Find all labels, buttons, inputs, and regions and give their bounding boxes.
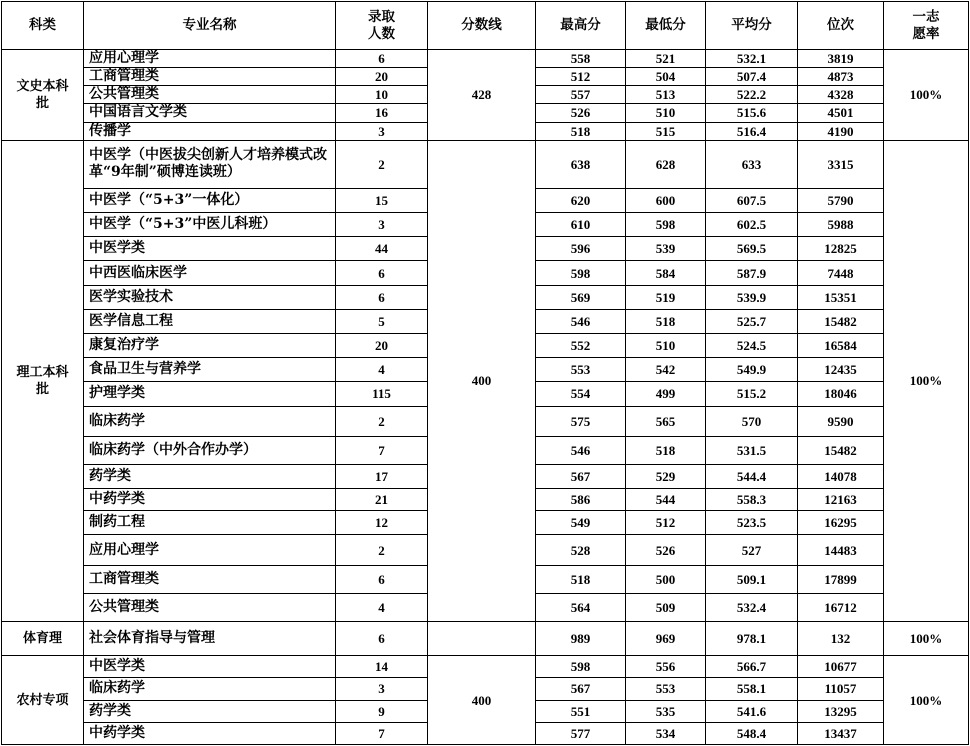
min-score-cell: 521 xyxy=(626,50,706,68)
rank-cell: 9590 xyxy=(798,406,884,436)
max-score-cell: 598 xyxy=(536,261,626,285)
count-cell: 21 xyxy=(336,489,428,511)
max-score-cell: 575 xyxy=(536,406,626,436)
count-cell: 20 xyxy=(336,68,428,86)
rank-cell: 13437 xyxy=(798,722,884,744)
rank-cell: 5790 xyxy=(798,188,884,212)
avg-score-cell: 558.3 xyxy=(706,489,798,511)
header-rate xyxy=(884,2,969,50)
major-cell: 制药工程 xyxy=(84,511,336,535)
major-cell: 中国语言文学类 xyxy=(84,104,336,122)
min-score-cell: 515 xyxy=(626,122,706,140)
count-cell: 6 xyxy=(336,621,428,655)
count-cell: 3 xyxy=(336,122,428,140)
min-score-cell: 556 xyxy=(626,656,706,678)
max-score-cell: 512 xyxy=(536,68,626,86)
avg-score-cell: 524.5 xyxy=(706,334,798,358)
major-cell: 中医学类 xyxy=(84,656,336,678)
table-row xyxy=(2,621,969,655)
avg-score-cell: 558.1 xyxy=(706,678,798,700)
first-choice-rate-cell: 100% xyxy=(884,621,969,655)
major-cell: 应用心理学 xyxy=(84,535,336,565)
min-score-cell: 969 xyxy=(626,621,706,655)
rank-cell: 4328 xyxy=(798,86,884,104)
cutoff-cell: 400 xyxy=(428,656,536,745)
major-cell: 康复治疗学 xyxy=(84,334,336,358)
max-score-cell: 620 xyxy=(536,188,626,212)
first-choice-rate-cell: 100% xyxy=(884,140,969,621)
count-cell: 2 xyxy=(336,406,428,436)
count-cell: 6 xyxy=(336,565,428,593)
major-cell: 中西医临床医学 xyxy=(84,261,336,285)
avg-score-cell: 516.4 xyxy=(706,122,798,140)
min-score-cell: 553 xyxy=(626,678,706,700)
min-score-cell: 628 xyxy=(626,140,706,188)
header-category: 科类 xyxy=(2,2,84,50)
avg-score-cell: 515.6 xyxy=(706,104,798,122)
rank-cell: 13295 xyxy=(798,700,884,722)
count-cell: 17 xyxy=(336,464,428,488)
count-cell: 12 xyxy=(336,511,428,535)
avg-score-cell: 541.6 xyxy=(706,700,798,722)
avg-score-cell: 507.4 xyxy=(706,68,798,86)
count-cell: 3 xyxy=(336,213,428,237)
min-score-cell: 500 xyxy=(626,565,706,593)
max-score-cell: 551 xyxy=(536,700,626,722)
avg-score-cell: 532.4 xyxy=(706,593,798,621)
count-cell: 7 xyxy=(336,722,428,744)
max-score-cell: 558 xyxy=(536,50,626,68)
max-score-cell: 989 xyxy=(536,621,626,655)
rank-cell: 16584 xyxy=(798,334,884,358)
max-score-cell: 598 xyxy=(536,656,626,678)
major-cell: 中药学类 xyxy=(84,722,336,744)
rank-cell: 15482 xyxy=(798,309,884,333)
rank-cell: 14078 xyxy=(798,464,884,488)
major-cell: 中医学（“5+3”一体化） xyxy=(84,188,336,212)
rank-cell: 4501 xyxy=(798,104,884,122)
table-row xyxy=(2,140,969,188)
max-score-cell: 552 xyxy=(536,334,626,358)
avg-score-cell: 549.9 xyxy=(706,358,798,382)
rank-cell: 11057 xyxy=(798,678,884,700)
count-cell: 3 xyxy=(336,678,428,700)
max-score-cell: 567 xyxy=(536,464,626,488)
max-score-cell: 567 xyxy=(536,678,626,700)
rank-cell: 4190 xyxy=(798,122,884,140)
avg-score-cell: 539.9 xyxy=(706,285,798,309)
max-score-cell: 564 xyxy=(536,593,626,621)
min-score-cell: 584 xyxy=(626,261,706,285)
max-score-cell: 610 xyxy=(536,213,626,237)
rank-cell: 3315 xyxy=(798,140,884,188)
header-min: 最低分 xyxy=(626,2,706,50)
category-cell: 体育理 xyxy=(2,621,84,655)
category-cell: 农村专项 xyxy=(2,656,84,745)
min-score-cell: 529 xyxy=(626,464,706,488)
major-cell: 中医学（“5+3”中医儿科班） xyxy=(84,213,336,237)
max-score-cell: 528 xyxy=(536,535,626,565)
min-score-cell: 565 xyxy=(626,406,706,436)
avg-score-cell: 532.1 xyxy=(706,50,798,68)
avg-score-cell: 569.5 xyxy=(706,237,798,261)
avg-score-cell: 527 xyxy=(706,535,798,565)
major-cell: 食品卫生与营养学 xyxy=(84,358,336,382)
rank-cell: 12163 xyxy=(798,489,884,511)
major-cell: 护理学类 xyxy=(84,382,336,406)
major-cell: 中药学类 xyxy=(84,489,336,511)
rank-cell: 12825 xyxy=(798,237,884,261)
min-score-cell: 539 xyxy=(626,237,706,261)
avg-score-cell: 570 xyxy=(706,406,798,436)
header-count-label: 录取人数 xyxy=(368,8,395,42)
major-cell: 公共管理类 xyxy=(84,86,336,104)
max-score-cell: 553 xyxy=(536,358,626,382)
max-score-cell: 518 xyxy=(536,122,626,140)
count-cell: 16 xyxy=(336,104,428,122)
min-score-cell: 600 xyxy=(626,188,706,212)
major-cell: 临床药学 xyxy=(84,678,336,700)
count-cell: 7 xyxy=(336,436,428,464)
major-cell: 工商管理类 xyxy=(84,68,336,86)
max-score-cell: 569 xyxy=(536,285,626,309)
major-cell: 公共管理类 xyxy=(84,593,336,621)
min-score-cell: 504 xyxy=(626,68,706,86)
count-cell: 5 xyxy=(336,309,428,333)
min-score-cell: 519 xyxy=(626,285,706,309)
count-cell: 6 xyxy=(336,50,428,68)
avg-score-cell: 587.9 xyxy=(706,261,798,285)
min-score-cell: 535 xyxy=(626,700,706,722)
avg-score-cell: 633 xyxy=(706,140,798,188)
max-score-cell: 557 xyxy=(536,86,626,104)
count-cell: 10 xyxy=(336,86,428,104)
first-choice-rate-cell: 100% xyxy=(884,50,969,141)
min-score-cell: 542 xyxy=(626,358,706,382)
count-cell: 6 xyxy=(336,285,428,309)
min-score-cell: 598 xyxy=(626,213,706,237)
rank-cell: 18046 xyxy=(798,382,884,406)
avg-score-cell: 602.5 xyxy=(706,213,798,237)
max-score-cell: 554 xyxy=(536,382,626,406)
major-cell: 传播学 xyxy=(84,122,336,140)
admission-table xyxy=(1,1,969,745)
avg-score-cell: 607.5 xyxy=(706,188,798,212)
header-major: 专业名称 xyxy=(84,2,336,50)
cutoff-cell: 400 xyxy=(428,140,536,621)
major-cell: 应用心理学 xyxy=(84,50,336,68)
category-cell: 理工本科批 xyxy=(2,140,84,621)
max-score-cell: 577 xyxy=(536,722,626,744)
max-score-cell: 546 xyxy=(536,309,626,333)
max-score-cell: 549 xyxy=(536,511,626,535)
count-cell: 6 xyxy=(336,261,428,285)
major-cell: 药学类 xyxy=(84,700,336,722)
min-score-cell: 518 xyxy=(626,436,706,464)
max-score-cell: 546 xyxy=(536,436,626,464)
rank-cell: 15351 xyxy=(798,285,884,309)
major-cell: 社会体育指导与管理 xyxy=(84,621,336,655)
header-cutoff: 分数线 xyxy=(428,2,536,50)
min-score-cell: 513 xyxy=(626,86,706,104)
min-score-cell: 509 xyxy=(626,593,706,621)
major-cell: 临床药学（中外合作办学） xyxy=(84,436,336,464)
count-cell: 2 xyxy=(336,140,428,188)
max-score-cell: 518 xyxy=(536,565,626,593)
header-avg: 平均分 xyxy=(706,2,798,50)
cutoff-cell xyxy=(428,621,536,655)
min-score-cell: 544 xyxy=(626,489,706,511)
major-cell: 临床药学 xyxy=(84,406,336,436)
min-score-cell: 534 xyxy=(626,722,706,744)
rank-cell: 5988 xyxy=(798,213,884,237)
count-cell: 115 xyxy=(336,382,428,406)
rank-cell: 7448 xyxy=(798,261,884,285)
avg-score-cell: 525.7 xyxy=(706,309,798,333)
rank-cell: 17899 xyxy=(798,565,884,593)
min-score-cell: 499 xyxy=(626,382,706,406)
avg-score-cell: 566.7 xyxy=(706,656,798,678)
max-score-cell: 596 xyxy=(536,237,626,261)
category-cell: 文史本科批 xyxy=(2,50,84,141)
header-count xyxy=(336,2,428,50)
avg-score-cell: 548.4 xyxy=(706,722,798,744)
cutoff-cell: 428 xyxy=(428,50,536,141)
avg-score-cell: 544.4 xyxy=(706,464,798,488)
rank-cell: 132 xyxy=(798,621,884,655)
header-rank: 位次 xyxy=(798,2,884,50)
min-score-cell: 512 xyxy=(626,511,706,535)
major-cell: 中医学类 xyxy=(84,237,336,261)
major-cell: 药学类 xyxy=(84,464,336,488)
avg-score-cell: 515.2 xyxy=(706,382,798,406)
header-row xyxy=(2,2,969,50)
count-cell: 44 xyxy=(336,237,428,261)
avg-score-cell: 522.2 xyxy=(706,86,798,104)
avg-score-cell: 978.1 xyxy=(706,621,798,655)
rank-cell: 4873 xyxy=(798,68,884,86)
header-max: 最高分 xyxy=(536,2,626,50)
count-cell: 14 xyxy=(336,656,428,678)
count-cell: 2 xyxy=(336,535,428,565)
rank-cell: 3819 xyxy=(798,50,884,68)
count-cell: 9 xyxy=(336,700,428,722)
count-cell: 4 xyxy=(336,593,428,621)
avg-score-cell: 509.1 xyxy=(706,565,798,593)
major-cell: 中医学（中医拔尖创新人才培养模式改革“9年制”硕博连读班） xyxy=(84,140,336,188)
rank-cell: 16712 xyxy=(798,593,884,621)
table-row xyxy=(2,656,969,678)
avg-score-cell: 523.5 xyxy=(706,511,798,535)
count-cell: 20 xyxy=(336,334,428,358)
rank-cell: 12435 xyxy=(798,358,884,382)
header-rate-label: 一志愿率 xyxy=(912,8,940,42)
min-score-cell: 510 xyxy=(626,334,706,358)
min-score-cell: 526 xyxy=(626,535,706,565)
major-cell: 医学实验技术 xyxy=(84,285,336,309)
min-score-cell: 510 xyxy=(626,104,706,122)
max-score-cell: 526 xyxy=(536,104,626,122)
min-score-cell: 518 xyxy=(626,309,706,333)
rank-cell: 14483 xyxy=(798,535,884,565)
max-score-cell: 638 xyxy=(536,140,626,188)
max-score-cell: 586 xyxy=(536,489,626,511)
major-cell: 工商管理类 xyxy=(84,565,336,593)
rank-cell: 15482 xyxy=(798,436,884,464)
first-choice-rate-cell: 100% xyxy=(884,656,969,745)
table-row xyxy=(2,50,969,68)
count-cell: 15 xyxy=(336,188,428,212)
count-cell: 4 xyxy=(336,358,428,382)
major-cell: 医学信息工程 xyxy=(84,309,336,333)
rank-cell: 16295 xyxy=(798,511,884,535)
avg-score-cell: 531.5 xyxy=(706,436,798,464)
rank-cell: 10677 xyxy=(798,656,884,678)
